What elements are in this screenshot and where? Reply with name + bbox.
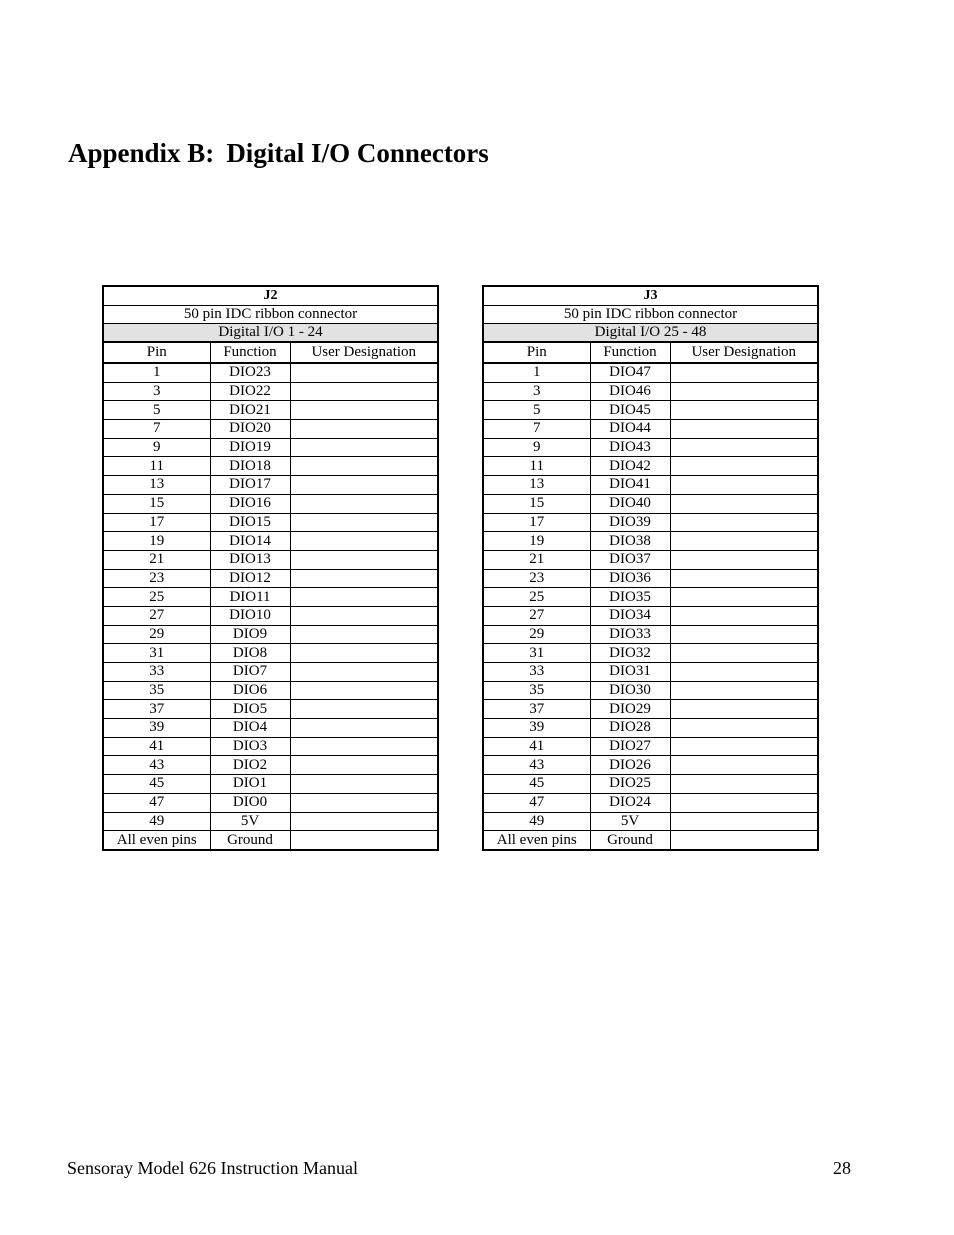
cell-user-designation (290, 382, 438, 401)
cell-pin: 35 (483, 681, 590, 700)
cell-pin: 31 (483, 644, 590, 663)
cell-function: DIO36 (590, 569, 670, 588)
cell-user-designation (670, 569, 818, 588)
cell-user-designation (290, 494, 438, 513)
cell-function: DIO9 (210, 625, 290, 644)
table-row (103, 513, 438, 532)
table-row (483, 438, 818, 457)
cell-pin: 13 (103, 476, 210, 495)
table-row (483, 644, 818, 663)
cell-pin: 49 (483, 812, 590, 831)
cell-user-designation (670, 831, 818, 850)
table-row (103, 438, 438, 457)
column-header-user-designation: User Designation (670, 342, 818, 363)
table-row (483, 420, 818, 439)
cell-user-designation (290, 625, 438, 644)
cell-user-designation (670, 775, 818, 794)
cell-pin: All even pins (103, 831, 210, 850)
table-row (483, 663, 818, 682)
table-row (483, 513, 818, 532)
cell-user-designation (670, 681, 818, 700)
cell-user-designation (670, 550, 818, 569)
cell-pin: 41 (483, 737, 590, 756)
cell-user-designation (670, 476, 818, 495)
cell-user-designation (290, 793, 438, 812)
table-row (103, 550, 438, 569)
table-row (483, 831, 818, 850)
table-row (103, 700, 438, 719)
table-row (103, 606, 438, 625)
heading-prefix: Appendix B: (68, 138, 215, 168)
cell-function: DIO3 (210, 737, 290, 756)
cell-function: DIO11 (210, 588, 290, 607)
column-header-function: Function (210, 342, 290, 363)
column-header-user-designation: User Designation (290, 342, 438, 363)
cell-function: DIO22 (210, 382, 290, 401)
cell-pin: 25 (483, 588, 590, 607)
cell-user-designation (290, 756, 438, 775)
cell-pin: 7 (483, 420, 590, 439)
table-row (103, 737, 438, 756)
cell-function: DIO44 (590, 420, 670, 439)
cell-pin: 1 (483, 363, 590, 382)
cell-function: DIO14 (210, 532, 290, 551)
cell-user-designation (670, 793, 818, 812)
cell-user-designation (670, 719, 818, 738)
table-row (483, 756, 818, 775)
table-row (483, 382, 818, 401)
table-row (103, 382, 438, 401)
cell-pin: 23 (103, 569, 210, 588)
cell-function: DIO4 (210, 719, 290, 738)
cell-pin: 19 (103, 532, 210, 551)
table-row (103, 756, 438, 775)
table-row (483, 775, 818, 794)
cell-user-designation (290, 401, 438, 420)
cell-pin: 11 (103, 457, 210, 476)
cell-pin: 1 (103, 363, 210, 382)
cell-function: DIO19 (210, 438, 290, 457)
cell-pin: 9 (483, 438, 590, 457)
table-row (103, 494, 438, 513)
table-row (483, 494, 818, 513)
cell-pin: 37 (483, 700, 590, 719)
table-row (103, 625, 438, 644)
cell-user-designation (670, 513, 818, 532)
cell-function: DIO28 (590, 719, 670, 738)
cell-user-designation (670, 737, 818, 756)
cell-function: DIO29 (590, 700, 670, 719)
table-row (103, 681, 438, 700)
cell-user-designation (670, 663, 818, 682)
cell-pin: 43 (103, 756, 210, 775)
cell-function: DIO8 (210, 644, 290, 663)
table-subtitle: 50 pin IDC ribbon connector (103, 306, 438, 324)
cell-user-designation (290, 550, 438, 569)
table-row (103, 831, 438, 850)
table-row (103, 812, 438, 831)
table-row (103, 401, 438, 420)
cell-user-designation (670, 700, 818, 719)
cell-user-designation (290, 831, 438, 850)
cell-pin: 27 (483, 606, 590, 625)
table-row (103, 719, 438, 738)
cell-function: DIO16 (210, 494, 290, 513)
connector-table-j3 (482, 285, 819, 851)
cell-user-designation (670, 420, 818, 439)
cell-pin: 45 (483, 775, 590, 794)
cell-function: DIO21 (210, 401, 290, 420)
cell-pin: 13 (483, 476, 590, 495)
cell-pin: 15 (483, 494, 590, 513)
table-row (483, 550, 818, 569)
cell-function: DIO40 (590, 494, 670, 513)
table-row (103, 363, 438, 382)
footer-page-number: 28 (833, 1158, 851, 1178)
cell-function: DIO7 (210, 663, 290, 682)
cell-user-designation (670, 625, 818, 644)
cell-function: DIO13 (210, 550, 290, 569)
cell-user-designation (670, 812, 818, 831)
cell-pin: 43 (483, 756, 590, 775)
cell-function: DIO5 (210, 700, 290, 719)
table-row (103, 532, 438, 551)
cell-user-designation (290, 363, 438, 382)
table-row (483, 812, 818, 831)
cell-function: DIO47 (590, 363, 670, 382)
table-row (483, 569, 818, 588)
cell-pin: 31 (103, 644, 210, 663)
cell-pin: 33 (483, 663, 590, 682)
cell-pin: 39 (483, 719, 590, 738)
cell-user-designation (290, 569, 438, 588)
cell-pin: 3 (483, 382, 590, 401)
cell-user-designation (670, 756, 818, 775)
cell-function: DIO12 (210, 569, 290, 588)
column-header-pin: Pin (103, 342, 210, 363)
table-row (483, 476, 818, 495)
cell-pin: 17 (103, 513, 210, 532)
cell-function: DIO25 (590, 775, 670, 794)
table-row (103, 775, 438, 794)
cell-user-designation (670, 606, 818, 625)
cell-function: Ground (210, 831, 290, 850)
cell-pin: 21 (103, 550, 210, 569)
cell-pin: All even pins (483, 831, 590, 850)
cell-user-designation (670, 401, 818, 420)
cell-user-designation (290, 588, 438, 607)
cell-function: DIO18 (210, 457, 290, 476)
cell-function: DIO0 (210, 793, 290, 812)
table-row (483, 363, 818, 382)
cell-pin: 3 (103, 382, 210, 401)
cell-pin: 9 (103, 438, 210, 457)
cell-pin: 37 (103, 700, 210, 719)
cell-pin: 15 (103, 494, 210, 513)
table-row (483, 532, 818, 551)
cell-function: DIO20 (210, 420, 290, 439)
cell-user-designation (290, 606, 438, 625)
cell-function: DIO43 (590, 438, 670, 457)
cell-function: DIO41 (590, 476, 670, 495)
table-range: Digital I/O 1 - 24 (103, 324, 438, 343)
cell-user-designation (290, 700, 438, 719)
cell-pin: 5 (103, 401, 210, 420)
cell-function: DIO46 (590, 382, 670, 401)
cell-function: DIO38 (590, 532, 670, 551)
cell-function: Ground (590, 831, 670, 850)
cell-user-designation (290, 532, 438, 551)
page-heading (68, 138, 489, 169)
table-row (483, 457, 818, 476)
table-row (483, 719, 818, 738)
cell-pin: 25 (103, 588, 210, 607)
cell-function: DIO26 (590, 756, 670, 775)
cell-pin: 47 (483, 793, 590, 812)
table-row (103, 644, 438, 663)
cell-function: DIO15 (210, 513, 290, 532)
cell-function: DIO30 (590, 681, 670, 700)
table-title: J3 (483, 286, 818, 306)
cell-pin: 35 (103, 681, 210, 700)
cell-user-designation (670, 494, 818, 513)
cell-function: DIO27 (590, 737, 670, 756)
table-row (103, 793, 438, 812)
cell-user-designation (670, 438, 818, 457)
cell-user-designation (290, 812, 438, 831)
cell-user-designation (290, 775, 438, 794)
cell-user-designation (290, 438, 438, 457)
cell-user-designation (290, 663, 438, 682)
table-row (483, 401, 818, 420)
cell-user-designation (290, 513, 438, 532)
cell-function: DIO37 (590, 550, 670, 569)
table-row (103, 663, 438, 682)
cell-function: 5V (590, 812, 670, 831)
cell-user-designation (670, 457, 818, 476)
cell-pin: 5 (483, 401, 590, 420)
cell-pin: 21 (483, 550, 590, 569)
cell-user-designation (670, 382, 818, 401)
cell-pin: 39 (103, 719, 210, 738)
cell-user-designation (290, 476, 438, 495)
cell-user-designation (290, 737, 438, 756)
table-row (103, 569, 438, 588)
cell-user-designation (290, 420, 438, 439)
table-row (483, 793, 818, 812)
cell-function: DIO45 (590, 401, 670, 420)
cell-user-designation (670, 532, 818, 551)
cell-pin: 11 (483, 457, 590, 476)
column-header-pin: Pin (483, 342, 590, 363)
cell-pin: 19 (483, 532, 590, 551)
cell-function: DIO31 (590, 663, 670, 682)
table-row (103, 588, 438, 607)
table-row (483, 606, 818, 625)
table-row (103, 457, 438, 476)
cell-pin: 41 (103, 737, 210, 756)
table-title: J2 (103, 286, 438, 306)
cell-pin: 29 (483, 625, 590, 644)
cell-user-designation (290, 644, 438, 663)
connector-table-j2 (102, 285, 439, 851)
cell-user-designation (290, 719, 438, 738)
cell-pin: 23 (483, 569, 590, 588)
table-row (483, 625, 818, 644)
cell-function: DIO39 (590, 513, 670, 532)
cell-pin: 47 (103, 793, 210, 812)
cell-function: DIO42 (590, 457, 670, 476)
cell-function: DIO2 (210, 756, 290, 775)
column-header-function: Function (590, 342, 670, 363)
cell-user-designation (670, 363, 818, 382)
cell-function: DIO1 (210, 775, 290, 794)
cell-function: DIO23 (210, 363, 290, 382)
table-row (483, 681, 818, 700)
cell-pin: 45 (103, 775, 210, 794)
table-row (103, 476, 438, 495)
footer-manual-title: Sensoray Model 626 Instruction Manual (67, 1158, 358, 1178)
cell-pin: 49 (103, 812, 210, 831)
cell-user-designation (290, 681, 438, 700)
cell-function: DIO6 (210, 681, 290, 700)
cell-function: DIO34 (590, 606, 670, 625)
table-body (483, 363, 818, 850)
table-body (103, 363, 438, 850)
cell-pin: 33 (103, 663, 210, 682)
cell-user-designation (290, 457, 438, 476)
cell-pin: 29 (103, 625, 210, 644)
table-range: Digital I/O 25 - 48 (483, 324, 818, 343)
cell-function: DIO35 (590, 588, 670, 607)
cell-user-designation (670, 588, 818, 607)
cell-function: DIO24 (590, 793, 670, 812)
cell-pin: 7 (103, 420, 210, 439)
table-row (103, 420, 438, 439)
cell-function: DIO33 (590, 625, 670, 644)
table-row (483, 588, 818, 607)
cell-function: DIO32 (590, 644, 670, 663)
heading-title: Digital I/O Connectors (226, 138, 489, 168)
cell-user-designation (670, 644, 818, 663)
cell-function: 5V (210, 812, 290, 831)
cell-pin: 17 (483, 513, 590, 532)
table-row (483, 737, 818, 756)
table-subtitle: 50 pin IDC ribbon connector (483, 306, 818, 324)
cell-function: DIO10 (210, 606, 290, 625)
cell-pin: 27 (103, 606, 210, 625)
cell-function: DIO17 (210, 476, 290, 495)
table-row (483, 700, 818, 719)
